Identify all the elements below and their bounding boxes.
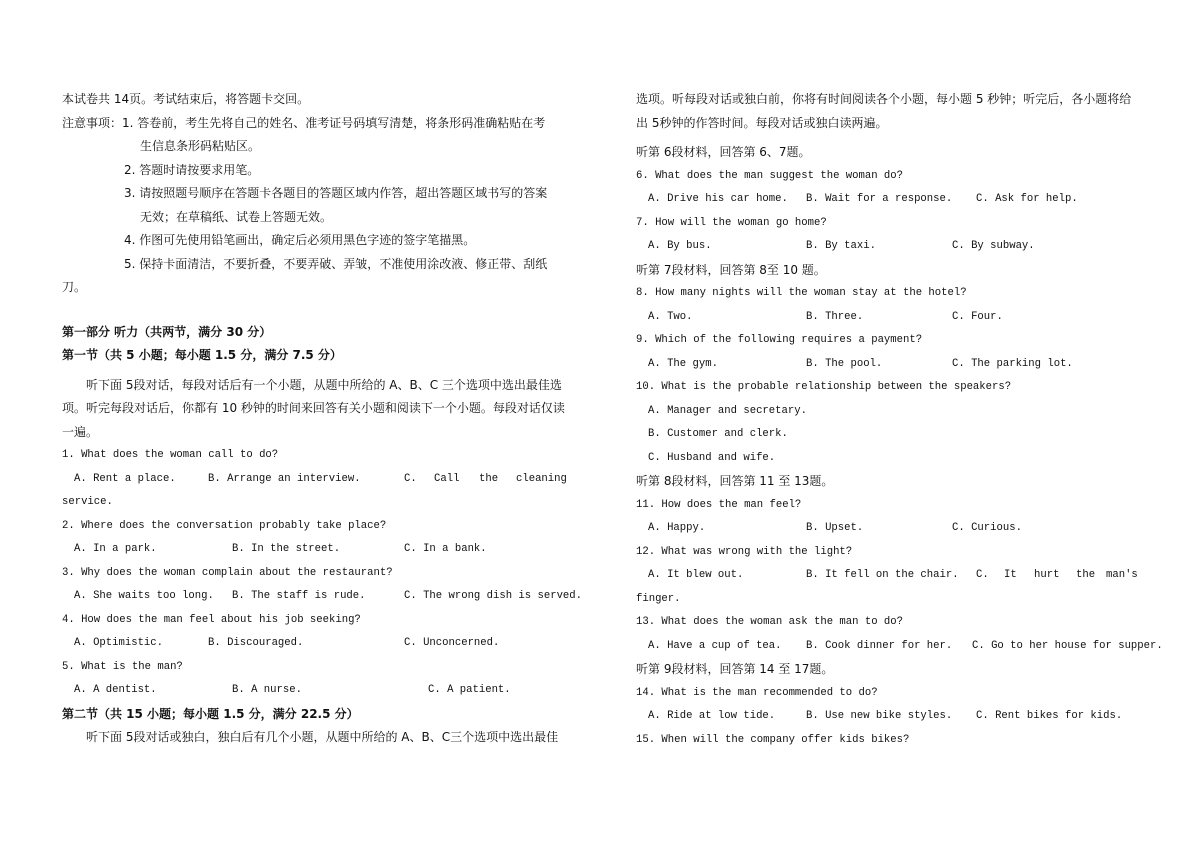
section1-instructions-cont: 项。听完每段对话后，你都有 10 秒钟的时间来回答有关小题和阅读下一个小题。每段对话仅读 <box>62 401 565 415</box>
option-c-part1: C. <box>976 569 989 581</box>
option-a: A. Two. <box>648 310 693 323</box>
section2-title: 第二节（共 15 小题；每小题 1.5 分，满分 22.5 分） <box>62 706 359 721</box>
question-1: 1. What does the woman call to do? <box>62 449 279 461</box>
right-column <box>636 88 1163 752</box>
option-a: A. Optimistic. <box>74 637 164 649</box>
option-c-part3: hurt <box>1034 569 1060 581</box>
question-5: 5. What is the man? <box>62 660 183 673</box>
option-c: C. A patient. <box>428 684 511 696</box>
option-a: A. Ride at low tide. <box>648 710 776 722</box>
option-c: C. Four. <box>952 310 1003 323</box>
option-b: B. Wait for a response. <box>806 193 953 205</box>
option-b: B. Use new bike styles. <box>806 710 953 722</box>
option-a: A. In a park. <box>74 543 157 555</box>
notice-item-4: 4. 作图可先使用铅笔画出，确定后必须用黑色字迹的签字笔描黑。 <box>124 233 476 247</box>
section2-instructions: 听下面 5段对话或独白，独白后有几个小题，从题中所给的 A、B、C三个选项中选出最佳 <box>86 730 559 744</box>
section1-instructions-end: 一遍。 <box>62 424 99 439</box>
option-c: C. Unconcerned. <box>404 637 500 649</box>
question-11-options <box>636 517 1141 541</box>
material-9-header: 听第 9段材料，回答第 14 至 17题。 <box>636 662 834 676</box>
question-10-option-c: C. Husband and wife. <box>648 451 776 464</box>
notice-item-5-cont: 刀。 <box>62 280 87 294</box>
question-2: 2. Where does the conversation probably take place? <box>62 519 387 532</box>
question-6: 6. What does the man suggest the woman do? <box>636 169 904 182</box>
left-column <box>62 88 583 750</box>
question-11: 11. How does the man feel? <box>636 498 802 511</box>
option-b: B. It fell on the chair. <box>806 569 959 581</box>
question-13-options <box>636 635 1163 659</box>
option-c: C. Curious. <box>952 522 1022 534</box>
section1-title: 第一节（共 5 小题；每小题 1.5 分，满分 7.5 分） <box>62 348 342 362</box>
question-8: 8. How many nights will the woman stay at the hotel? <box>636 287 967 299</box>
option-b: B. Discouraged. <box>208 637 304 649</box>
option-c-part3: the <box>479 472 499 485</box>
notice-item-1: 注意事项：1. 答卷前，考生先将自己的姓名、准考证号码填写清楚，将条形码准确粘贴在考 <box>62 115 546 130</box>
option-b: B. Cook dinner for her. <box>806 639 953 652</box>
intro-text: 本试卷共 14页。考试结束后，将答题卡交回。 <box>62 92 310 106</box>
option-a: A. She waits too long. <box>74 590 214 602</box>
question-9-options <box>636 353 1141 377</box>
question-10: 10. What is the probable relationship between the speakers? <box>636 381 1012 393</box>
material-7-header: 听第 7段材料，回答第 8至 10 题。 <box>636 262 826 277</box>
question-12: 12. What was wrong with the light? <box>636 545 853 558</box>
notice-item-3: 3. 请按照题号顺序在答题卡各题目的答题区域内作答，超出答题区域书写的答案 <box>124 186 548 200</box>
question-7: 7. How will the woman go home? <box>636 216 827 229</box>
notice-item-5: 5. 保持卡面清洁，不要折叠，不要弄破、弄皱，不准使用涂改液、修正带、刮纸 <box>124 256 548 271</box>
option-c: C. Rent bikes for kids. <box>976 710 1123 722</box>
option-c-part4: the <box>1076 569 1096 581</box>
part1-title: 第一部分 听力（共两节，满分 30 分） <box>62 324 272 339</box>
option-a: A. A dentist. <box>74 684 157 696</box>
option-b: B. The pool. <box>806 357 883 370</box>
question-1-options <box>62 468 572 492</box>
option-a: A. It blew out. <box>648 569 744 581</box>
section2-instructions-cont: 选项。听每段对话或独白前，你将有时间阅读各个小题，每小题 5 秒钟；听完后，各小题将给 <box>636 92 1132 106</box>
question-12-options <box>636 564 1141 588</box>
option-a: A. Have a cup of tea. <box>648 639 782 652</box>
option-c: C. In a bank. <box>404 543 487 555</box>
section1-instructions: 听下面 5段对话，每段对话后有一个小题，从题中所给的 A、B、C 三个选项中选出最佳选 <box>86 377 562 392</box>
option-c-part1: C. <box>404 472 417 485</box>
option-c: C. The wrong dish is served. <box>404 590 583 602</box>
option-c-part5: man's <box>1106 569 1138 581</box>
option-c: C. By subway. <box>952 240 1035 252</box>
question-3: 3. Why does the woman complain about the restaurant? <box>62 566 393 579</box>
question-9: 9. Which of the following requires a payment? <box>636 334 923 346</box>
question-6-options <box>636 188 1141 212</box>
question-13: 13. What does the woman ask the man to do? <box>636 616 904 628</box>
option-b: B. The staff is rude. <box>232 590 366 602</box>
question-2-options <box>62 538 572 562</box>
question-10-option-b: B. Customer and clerk. <box>648 428 788 440</box>
option-a: A. Drive his car home. <box>648 193 788 205</box>
question-14-options <box>636 705 1141 729</box>
question-1-option-c-cont: service. <box>62 496 113 508</box>
option-a: A. Rent a place. <box>74 472 176 485</box>
option-b: B. A nurse. <box>232 684 302 696</box>
option-c: C. Go to her house for supper. <box>972 639 1163 652</box>
option-c-part2: It <box>1004 569 1017 581</box>
option-c: C. Ask for help. <box>976 193 1078 205</box>
question-15: 15. When will the company offer kids bikes? <box>636 733 910 746</box>
notice-item-2: 2. 答题时请按要求用笔。 <box>124 162 260 177</box>
option-c: C. The parking lot. <box>952 357 1073 370</box>
question-14: 14. What is the man recommended to do? <box>636 686 878 699</box>
question-7-options <box>636 235 1141 259</box>
question-8-options <box>636 306 1141 330</box>
notice-item-3-cont: 无效；在草稿纸、试卷上答题无效。 <box>140 209 333 224</box>
question-10-option-a: A. Manager and secretary. <box>648 404 807 417</box>
question-12-option-c-cont: finger. <box>636 592 681 605</box>
option-b: B. By taxi. <box>806 240 876 252</box>
option-c-part4: cleaning <box>516 472 567 485</box>
option-b: B. In the street. <box>232 543 341 555</box>
material-6-header: 听第 6段材料，回答第 6、7题。 <box>636 145 811 159</box>
notice-item-1-cont: 生信息条形码粘贴区。 <box>140 139 261 153</box>
question-5-options <box>62 679 572 703</box>
option-c-part2: Call <box>434 472 460 485</box>
option-a: A. The gym. <box>648 357 718 370</box>
material-8-header: 听第 8段材料，回答第 11 至 13题。 <box>636 474 834 488</box>
option-b: B. Arrange an interview. <box>208 472 361 485</box>
notice-label: 注意事项： <box>62 115 123 130</box>
option-b: B. Upset. <box>806 522 864 534</box>
section2-instructions-end: 出 5秒钟的作答时间。每段对话或独白读两遍。 <box>636 115 888 130</box>
option-a: A. By bus. <box>648 240 712 252</box>
option-b: B. Three. <box>806 310 864 323</box>
question-4-options <box>62 632 572 656</box>
option-a: A. Happy. <box>648 522 706 534</box>
question-3-options <box>62 585 583 609</box>
question-4: 4. How does the man feel about his job seeking? <box>62 613 361 626</box>
